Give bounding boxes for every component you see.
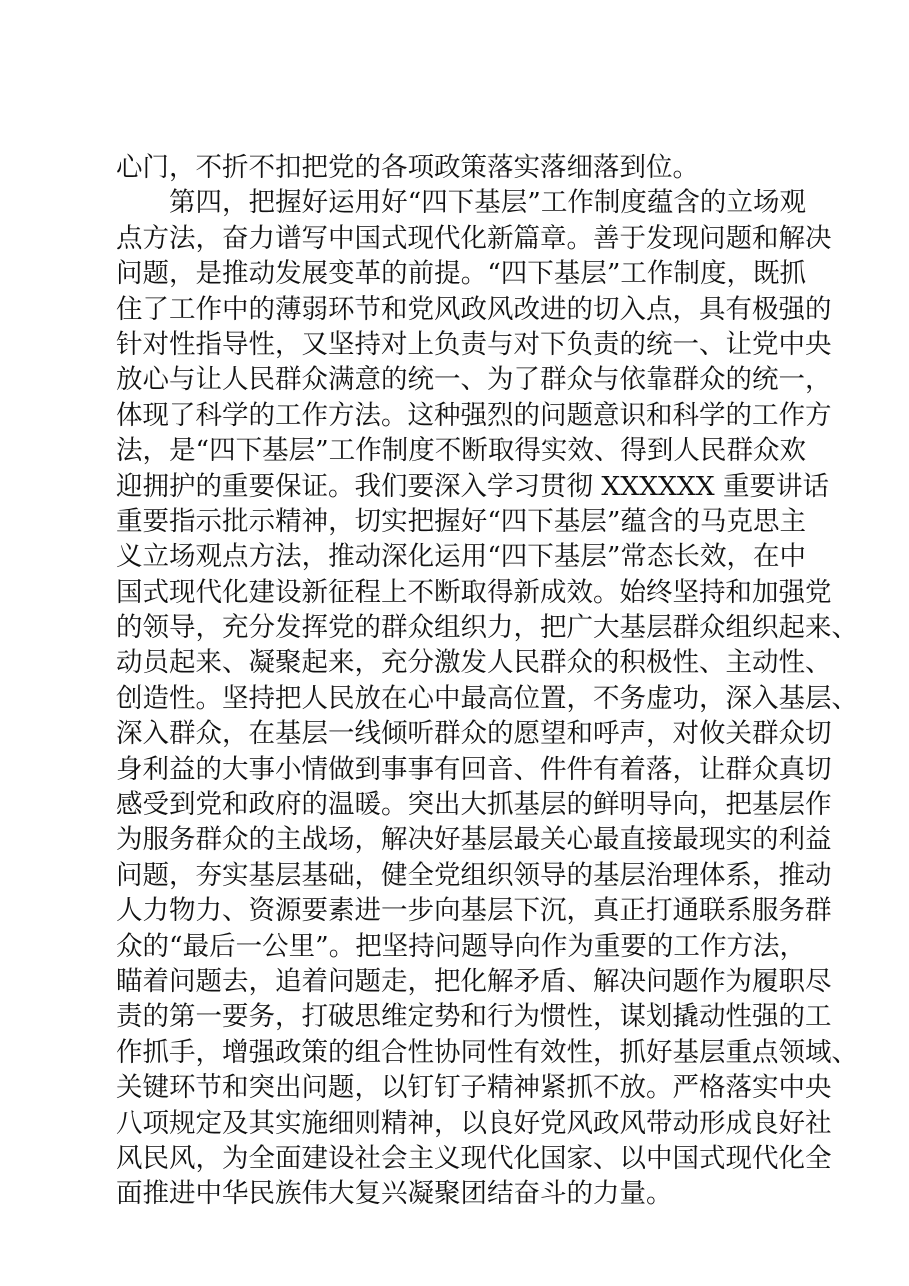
text-line: 感受到党和政府的温暖。突出大抓基层的鲜明导向，把基层作 [116,789,832,821]
text-line: 关键环节和突出问题，以钉钉子精神紧抓不放。严格落实中央 [116,1072,832,1104]
text-line: 八项规定及其实施细则精神，以良好党风政风带动形成良好社 [116,1107,832,1139]
text-line: 责的第一要务，打破思维定势和行为惯性，谋划撬动性强的工 [116,1001,832,1033]
text-line: 深入群众，在基层一线倾听群众的愿望和呼声，对攸关群众切 [116,718,832,750]
paragraph-first-line: 第四，把握好运用好“四下基层”工作制度蕴含的立场观 [169,187,806,219]
text-line: 国式现代化建设新征程上不断取得新成效。始终坚持和加强党 [116,576,832,608]
text-line: 身利益的大事小情做到事事有回音、件件有着落，让群众真切 [116,753,832,785]
text-line: 住了工作中的薄弱环节和党风政风改进的切入点，具有极强的 [116,293,832,325]
text-line: 的领导，充分发挥党的群众组织力，把广大基层群众组织起来、 [116,612,858,644]
text-line: 重要指示批示精神，切实把握好“四下基层”蕴含的马克思主 [116,505,806,537]
text-line: 迎拥护的重要保证。我们要深入学习贯彻 XXXXXX 重要讲话 [116,470,830,502]
paragraph-last-line: 面推进中华民族伟大复兴凝聚团结奋斗的力量。 [116,1178,673,1210]
text-line: 为服务群众的主战场，解决好基层最关心最直接最现实的利益 [116,824,832,856]
text-line: 针对性指导性，又坚持对上负责与对下负责的统一、让党中央 [116,328,832,360]
text-line: 心门，不折不扣把党的各项政策落实落细落到位。 [116,152,699,183]
text-line: 体现了科学的工作方法。这种强烈的问题意识和科学的工作方 [116,399,832,431]
text-line: 义立场观点方法，推动深化运用“四下基层”常态长效，在中 [116,541,806,573]
text-line: 问题，是推动发展变革的前提。“四下基层”工作制度，既抓 [116,258,806,290]
text-line: 创造性。坚持把人民放在心中最高位置，不务虚功，深入基层、 [116,682,858,714]
body-text [116,150,858,1212]
text-line: 众的“最后一公里”。把坚持问题导向作为重要的工作方法， [116,930,806,962]
text-line: 问题，夯实基层基础，健全党组织领导的基层治理体系，推动 [116,859,832,891]
text-line: 法，是“四下基层”工作制度不断取得实效、得到人民群众欢 [116,435,806,467]
text-line: 作抓手，增强政策的组合性协同性有效性，抓好基层重点领域、 [116,1036,858,1068]
text-line: 放心与让人民群众满意的统一、为了群众与依靠群众的统一， [116,364,832,396]
text-line: 瞄着问题去，追着问题走，把化解矛盾、解决问题作为履职尽 [116,965,832,997]
text-line: 人力物力、资源要素进一步向基层下沉，真正打通联系服务群 [116,895,832,927]
text-line: 点方法，奋力谱写中国式现代化新篇章。善于发现问题和解决 [116,222,832,254]
text-line: 动员起来、凝聚起来，充分激发人民群众的积极性、主动性、 [116,647,832,679]
text-line: 风民风，为全面建设社会主义现代化国家、以中国式现代化全 [116,1142,832,1174]
